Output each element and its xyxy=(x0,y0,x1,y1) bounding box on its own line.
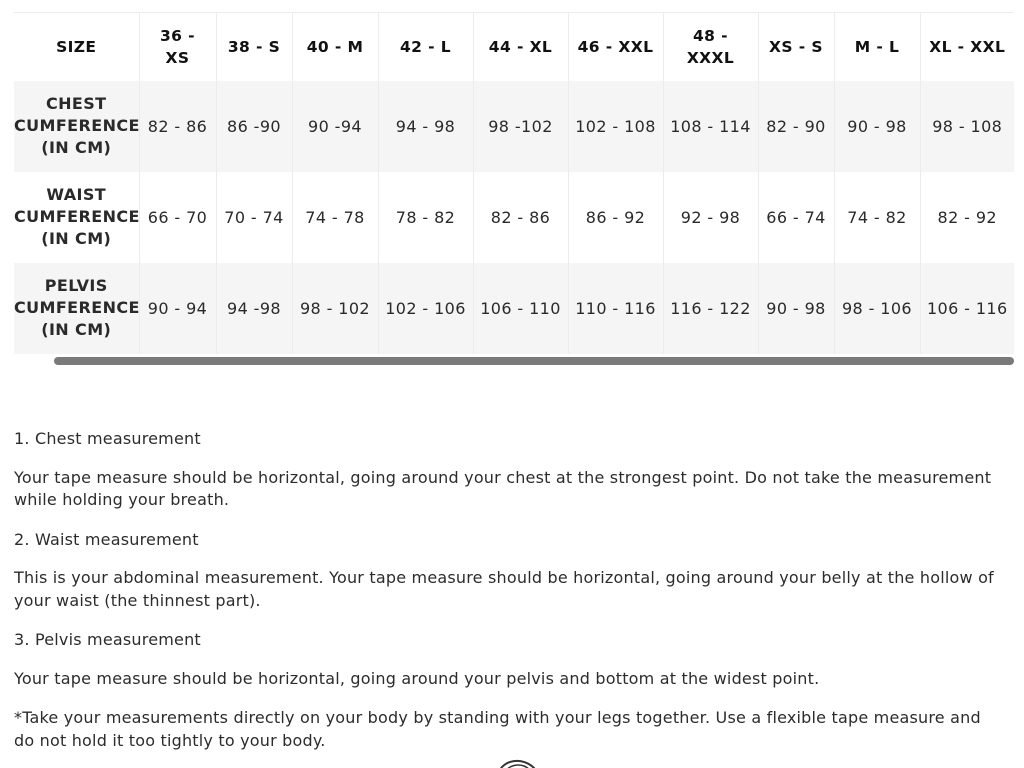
table-cell: 108 - 114 xyxy=(663,81,758,172)
table-cell: 82 - 86 xyxy=(139,81,216,172)
row-label-waist: WAIST CUMFERENCE (IN CM) xyxy=(14,185,140,248)
table-cell: 102 - 106 xyxy=(378,263,473,354)
table-row-chest xyxy=(14,81,1014,172)
header-size-42-l: 42 - L xyxy=(378,13,473,81)
header-size-label: SIZE xyxy=(56,37,97,56)
row-label-chest: CHEST CUMFERENCE (IN CM) xyxy=(14,94,140,157)
header-size-40-m: 40 - M xyxy=(292,13,378,81)
row-label-pelvis: PELVIS CUMFERENCE (IN CM) xyxy=(14,276,140,339)
header-size-46-xxl: 46 - XXL xyxy=(568,13,663,81)
table-cell: 102 - 108 xyxy=(568,81,663,172)
header-size-xl-xxl: XL - XXL xyxy=(920,13,1014,81)
table-cell: 74 - 82 xyxy=(834,172,920,263)
chest-measurement-heading: 1. Chest measurement xyxy=(14,429,201,448)
table-header-row xyxy=(14,13,1014,81)
table-cell: 94 -98 xyxy=(216,263,292,354)
table-cell: 90 - 94 xyxy=(139,263,216,354)
table-cell: 90 -94 xyxy=(292,81,378,172)
body-measurement-illustration-icon xyxy=(494,756,538,768)
table-cell: 66 - 74 xyxy=(758,172,834,263)
pelvis-measurement-heading: 3. Pelvis measurement xyxy=(14,630,201,649)
table-cell: 82 - 86 xyxy=(473,172,568,263)
table-cell: 98 - 102 xyxy=(292,263,378,354)
table-cell: 116 - 122 xyxy=(663,263,758,354)
table-cell: 98 - 106 xyxy=(834,263,920,354)
waist-measurement-heading: 2. Waist measurement xyxy=(14,529,199,549)
table-cell: 82 - 90 xyxy=(758,81,834,172)
measurement-instructions xyxy=(14,428,1004,768)
chest-measurement-text: Your tape measure should be horizontal, going around your chest at the strongest point. Do not take the measurement while holding your breath. xyxy=(14,467,992,509)
table-cell: 82 - 92 xyxy=(920,172,1014,263)
table-cell: 86 -90 xyxy=(216,81,292,172)
table-cell: 66 - 70 xyxy=(139,172,216,263)
table-cell: 94 - 98 xyxy=(378,81,473,172)
size-table xyxy=(14,12,1014,354)
measurement-footnote: *Take your measurements directly on your body by standing with your legs together. Use a flexible tape measure and do not hold it too tightly to your body. xyxy=(14,708,981,750)
table-cell: 90 - 98 xyxy=(834,81,920,172)
table-cell: 92 - 98 xyxy=(663,172,758,263)
table-cell: 98 -102 xyxy=(473,81,568,172)
pelvis-measurement-text: Your tape measure should be horizontal, going around your pelvis and bottom at the widest point. xyxy=(14,668,820,688)
scrollbar-thumb[interactable] xyxy=(54,357,1014,365)
header-size-48-xxxl: 48 - XXXL xyxy=(663,13,758,81)
header-size-36-xs: 36 - XS xyxy=(139,13,216,81)
waist-measurement-text: This is your abdominal measurement. Your tape measure should be horizontal, going around your belly at the hollow of your waist (the thinnest part). xyxy=(14,568,994,610)
horizontal-scrollbar[interactable] xyxy=(14,355,1014,367)
table-cell: 106 - 110 xyxy=(473,263,568,354)
table-cell: 90 - 98 xyxy=(758,263,834,354)
table-row-waist xyxy=(14,172,1014,263)
table-cell: 86 - 92 xyxy=(568,172,663,263)
header-size-m-l: M - L xyxy=(834,13,920,81)
table-cell: 98 - 108 xyxy=(920,81,1014,172)
header-size-38-s: 38 - S xyxy=(216,13,292,81)
table-cell: 70 - 74 xyxy=(216,172,292,263)
size-table-container[interactable] xyxy=(14,12,1014,354)
header-size-xs-s: XS - S xyxy=(758,13,834,81)
table-row-pelvis xyxy=(14,263,1014,354)
table-cell: 110 - 116 xyxy=(568,263,663,354)
table-cell: 74 - 78 xyxy=(292,172,378,263)
table-cell: 78 - 82 xyxy=(378,172,473,263)
header-size-44-xl: 44 - XL xyxy=(473,13,568,81)
table-cell: 106 - 116 xyxy=(920,263,1014,354)
